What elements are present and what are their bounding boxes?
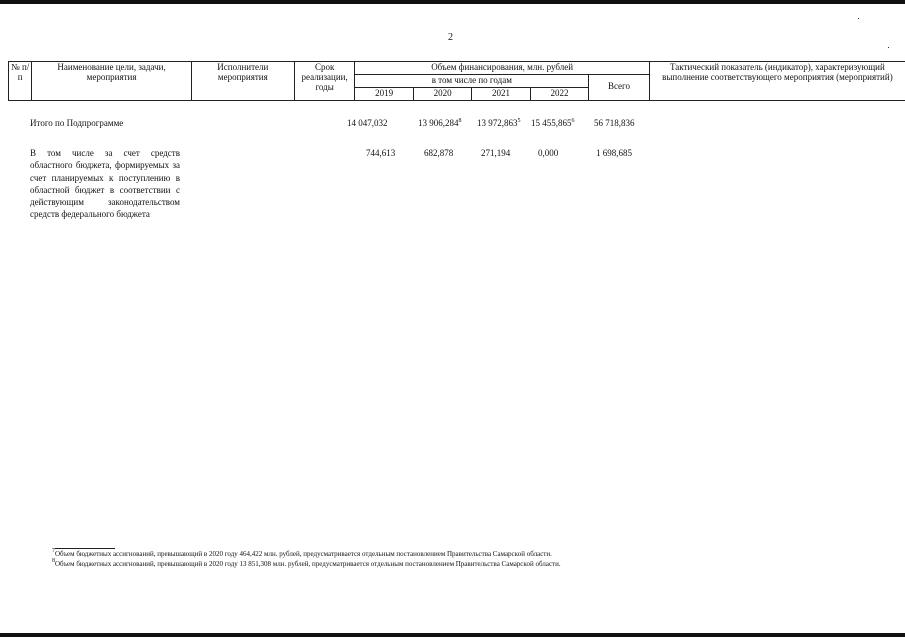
row-label: В том числе за счет средств областного бюджета, формируемых за счет планируемых к поступлению в областной бюджет в соответствии с действующим законодательством средств федерального бюджета <box>30 148 180 220</box>
value-2022: 15 455,865$^6$ <box>531 118 575 128</box>
header-name: Наименование цели, задачи, мероприятия <box>32 62 191 101</box>
value-2021: 13 972,863$^5$ <box>477 118 521 128</box>
header-term: Срок реализации, годы <box>294 62 355 101</box>
header-indicator: Тактический показатель (индикатор), характеризующий выполнение соответствующего мероприятия (мероприятий) <box>649 62 905 101</box>
value-2019: 14 047,032 <box>347 118 388 128</box>
scan-speck <box>858 18 859 19</box>
value-2021: 271,194 <box>481 148 511 158</box>
value-2022: 0,000 <box>538 148 559 158</box>
value-total: 56 718,836 <box>594 118 635 128</box>
header-year: 2020 <box>413 87 471 100</box>
value-2019: 744,613 <box>366 148 396 158</box>
value-2020: 682,878 <box>424 148 454 158</box>
table-header <box>8 61 905 101</box>
header-year: 2021 <box>472 87 530 100</box>
header-by-year: в том числе по годам <box>355 74 589 87</box>
footnote-rule <box>55 548 115 549</box>
header-total: Всего <box>589 74 650 100</box>
footnote: 8Объем бюджетных ассигнований, превышающий в 2020 году 13 851,308 млн. рублей, предусматривается отдельным постановлением Правительства Самарской области. <box>52 558 561 568</box>
scan-speck <box>888 47 889 48</box>
header-year: 2019 <box>355 87 413 100</box>
header-funding: Объем финансирования, млн. рублей <box>355 62 649 75</box>
top-scan-border <box>0 0 905 4</box>
value-total: 1 698,685 <box>596 148 632 158</box>
header-num: № п/п <box>9 62 32 101</box>
header-year: 2022 <box>530 87 588 100</box>
page-number: 2 <box>448 32 453 43</box>
row-label: Итого по Подпрограмме <box>30 118 124 128</box>
header-executors: Исполнители мероприятия <box>191 62 294 101</box>
value-2020: 13 906,284$^8$ <box>418 118 462 128</box>
footnote: 7Объем бюджетных ассигнований, превышающий в 2020 году 464,422 млн. рублей, предусматривается отдельным постановлением Правительства Самарской области. <box>52 548 552 558</box>
bottom-scan-border <box>0 633 905 637</box>
